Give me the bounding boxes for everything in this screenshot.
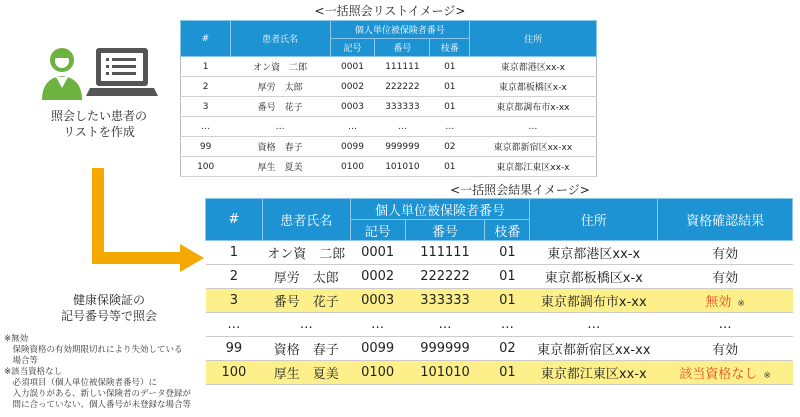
step1-line2: リストを作成 <box>63 125 135 139</box>
cell-name: 厚生 夏美 <box>230 157 330 177</box>
cell-num: 99 <box>181 137 231 157</box>
cell-edaban: 02 <box>430 137 470 157</box>
bottom-result-title: <一括照会結果イメージ> <box>450 183 590 197</box>
cell-address: 東京都港区xx-x <box>530 241 658 265</box>
cell-bango: 333333 <box>375 97 430 117</box>
cell-bango: 222222 <box>405 265 485 289</box>
cell-num: … <box>181 117 231 137</box>
cell-result <box>658 337 793 361</box>
batch-query-result-table <box>205 198 793 385</box>
note-line: ※該当資格なし <box>4 367 63 377</box>
table-row <box>206 289 793 313</box>
person-computer-illustration <box>34 44 164 104</box>
col-kigo: 記号 <box>330 39 375 57</box>
cell-address: 東京都新宿区xx-xx <box>530 337 658 361</box>
cell-name: 厚生 夏美 <box>262 361 350 385</box>
col-patient-name: 患者氏名 <box>262 199 350 241</box>
col-insured-number-group: 個人単位被保険者番号 <box>350 199 530 220</box>
cell-result <box>658 289 793 313</box>
cell-edaban: 01 <box>430 57 470 77</box>
step2-line1: 健康保険証の <box>72 293 145 307</box>
result-text: 有効 <box>712 271 739 286</box>
cell-name: … <box>262 313 350 337</box>
table-row <box>181 117 597 137</box>
cell-name: 厚労 太郎 <box>262 265 350 289</box>
cell-num: 100 <box>206 361 263 385</box>
cell-name: 厚労 太郎 <box>230 77 330 97</box>
cell-kigo: 0002 <box>330 77 375 97</box>
cell-bango: 999999 <box>375 137 430 157</box>
cell-kigo: 0001 <box>330 57 375 77</box>
col-edaban: 枝番 <box>430 39 470 57</box>
computer-icon <box>86 48 158 96</box>
cell-address: 東京都板橋区x-x <box>530 265 658 289</box>
cell-num: 2 <box>206 265 263 289</box>
col-eligibility-result: 資格確認結果 <box>658 199 793 241</box>
cell-name: 番号 花子 <box>230 97 330 117</box>
cell-result <box>658 241 793 265</box>
note-line: 間に合っていない、個人番号が未登録な場合等 <box>4 400 192 410</box>
cell-bango: 101010 <box>405 361 485 385</box>
cell-kigo: 0003 <box>350 289 405 313</box>
col-num: # <box>181 21 231 57</box>
cell-edaban: 01 <box>485 289 530 313</box>
cell-edaban: … <box>485 313 530 337</box>
note-mark: ※ <box>763 371 771 381</box>
cell-bango: 111111 <box>405 241 485 265</box>
step1-caption <box>44 108 154 140</box>
col-patient-name: 患者氏名 <box>230 21 330 57</box>
note-line: 保険資格の有効期限切れにより失効している <box>4 345 183 355</box>
result-text: 有効 <box>712 247 739 262</box>
cell-kigo: 0003 <box>330 97 375 117</box>
top-list-title: <一括照会リストイメージ> <box>314 4 466 18</box>
cell-num: 1 <box>206 241 263 265</box>
table-row <box>206 337 793 361</box>
step2-caption <box>44 292 174 324</box>
step2-line2: 記号番号等で照会 <box>60 309 157 323</box>
cell-address: 東京都調布市x-xx <box>530 289 658 313</box>
cell-edaban: 01 <box>430 157 470 177</box>
result-text: 有効 <box>712 343 739 358</box>
cell-num: 1 <box>181 57 231 77</box>
cell-edaban: 01 <box>485 241 530 265</box>
table-row <box>181 57 597 77</box>
cell-edaban: 02 <box>485 337 530 361</box>
cell-bango: 101010 <box>375 157 430 177</box>
note-line: ※無効 <box>4 334 29 344</box>
cell-edaban: 01 <box>430 77 470 97</box>
cell-bango: 333333 <box>405 289 485 313</box>
col-bango: 番号 <box>405 220 485 241</box>
table-row <box>181 77 597 97</box>
step1-line1: 照会したい患者の <box>50 109 147 123</box>
cell-result <box>658 361 793 385</box>
cell-num: 2 <box>181 77 231 97</box>
cell-name: 資格 春子 <box>262 337 350 361</box>
flow-arrow <box>80 168 210 280</box>
col-num: # <box>206 199 263 241</box>
cell-kigo: 0002 <box>350 265 405 289</box>
cell-kigo: 0100 <box>330 157 375 177</box>
cell-name: オン資 二郎 <box>262 241 350 265</box>
cell-kigo: 0100 <box>350 361 405 385</box>
cell-result <box>658 265 793 289</box>
result-text: 該当資格なし <box>679 367 758 382</box>
cell-edaban: 01 <box>485 265 530 289</box>
cell-num: 99 <box>206 337 263 361</box>
note-mark: ※ <box>737 299 745 309</box>
cell-bango: 222222 <box>375 77 430 97</box>
cell-name: 番号 花子 <box>262 289 350 313</box>
person-icon <box>42 48 82 100</box>
cell-edaban: 01 <box>430 97 470 117</box>
cell-address: 東京都板橋区x-x <box>470 77 597 97</box>
cell-kigo: … <box>330 117 375 137</box>
cell-name: オン資 二郎 <box>230 57 330 77</box>
cell-address: 東京都江東区xx-x <box>470 157 597 177</box>
cell-num: 3 <box>181 97 231 117</box>
col-edaban: 枝番 <box>485 220 530 241</box>
cell-kigo: 0099 <box>350 337 405 361</box>
table-row <box>181 97 597 117</box>
footnotes <box>4 334 191 411</box>
result-text: … <box>718 317 732 332</box>
cell-bango: … <box>405 313 485 337</box>
cell-address: 東京都港区xx-x <box>470 57 597 77</box>
cell-bango: 111111 <box>375 57 430 77</box>
table-row <box>206 265 793 289</box>
batch-query-list-table <box>180 20 597 177</box>
table-row <box>206 313 793 337</box>
table-row <box>181 137 597 157</box>
cell-kigo: 0099 <box>330 137 375 157</box>
cell-bango: … <box>375 117 430 137</box>
col-insured-number-group: 個人単位被保険者番号 <box>330 21 470 39</box>
cell-address: … <box>470 117 597 137</box>
cell-kigo: … <box>350 313 405 337</box>
col-address: 住所 <box>470 21 597 57</box>
note-line: 入力誤りがある、新しい保険者のデータ登録が <box>4 389 192 399</box>
cell-name: 資格 春子 <box>230 137 330 157</box>
table-row <box>206 361 793 385</box>
table-row <box>181 157 597 177</box>
col-bango: 番号 <box>375 39 430 57</box>
cell-address: 東京都調布市x-xx <box>470 97 597 117</box>
note-line: 場合等 <box>4 356 39 366</box>
result-text: 無効 <box>705 295 732 310</box>
cell-address: 東京都江東区xx-x <box>530 361 658 385</box>
cell-address: … <box>530 313 658 337</box>
cell-edaban: 01 <box>485 361 530 385</box>
cell-name: … <box>230 117 330 137</box>
cell-num: 100 <box>181 157 231 177</box>
cell-num: 3 <box>206 289 263 313</box>
cell-edaban: … <box>430 117 470 137</box>
cell-result <box>658 313 793 337</box>
cell-address: 東京都新宿区xx-xx <box>470 137 597 157</box>
cell-kigo: 0001 <box>350 241 405 265</box>
table-row <box>206 241 793 265</box>
cell-bango: 999999 <box>405 337 485 361</box>
cell-num: … <box>206 313 263 337</box>
note-line: 必須項目（個人単位被保険者番号）に <box>4 378 158 388</box>
col-kigo: 記号 <box>350 220 405 241</box>
col-address: 住所 <box>530 199 658 241</box>
